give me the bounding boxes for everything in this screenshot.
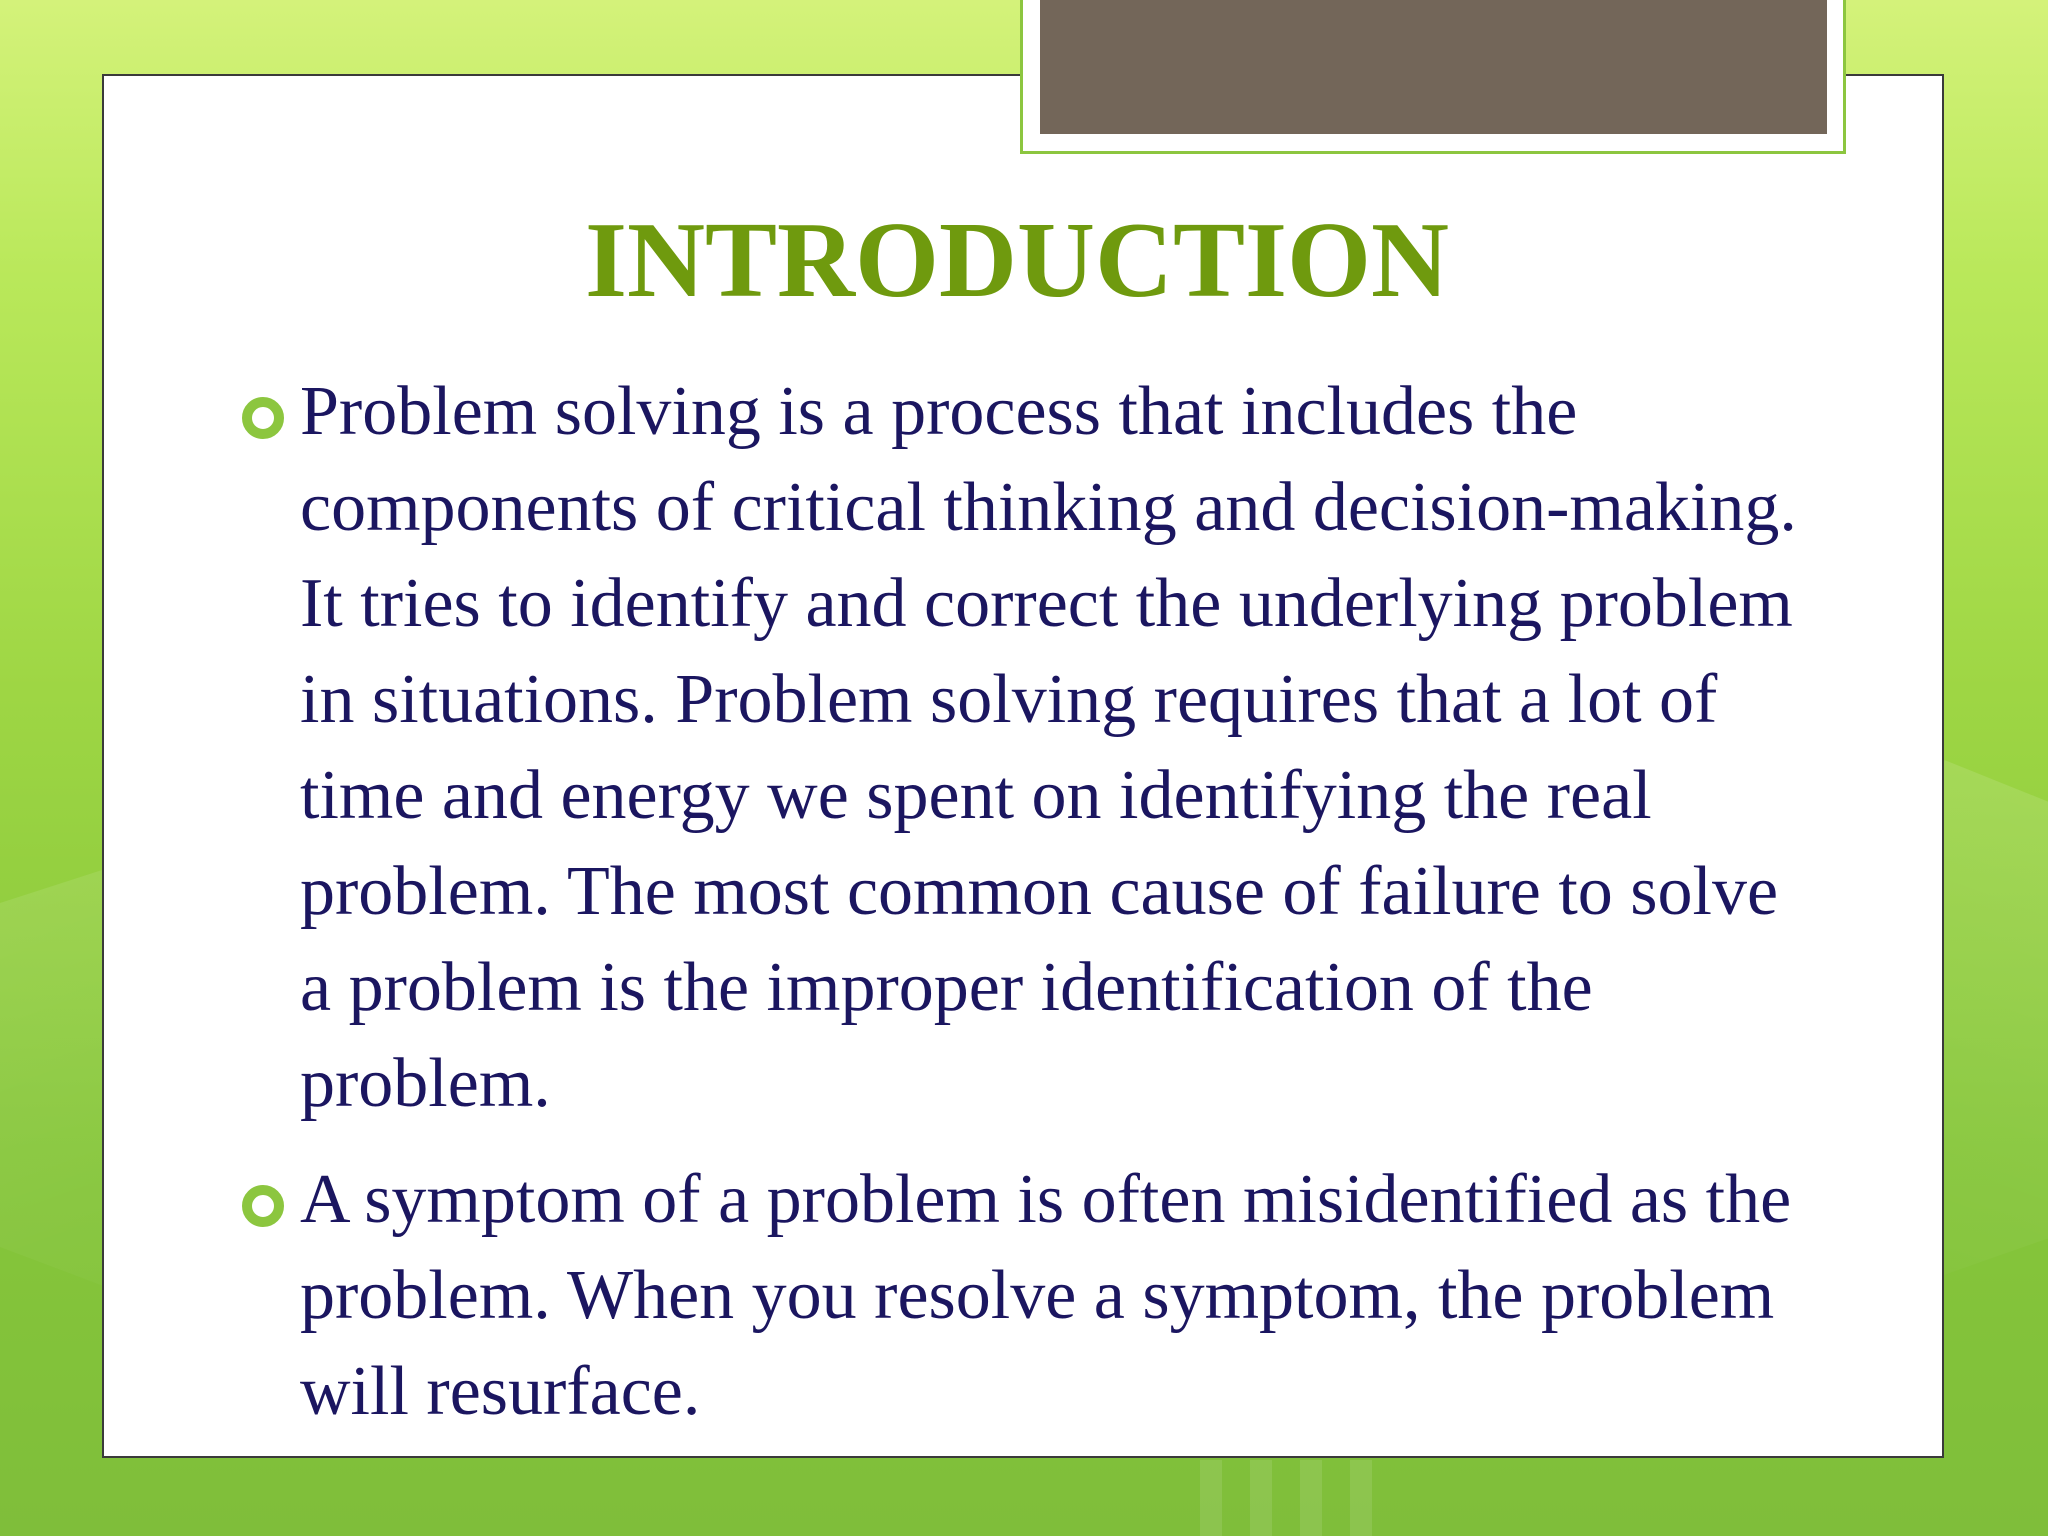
- slide-title: INTRODUCTION: [584, 201, 1450, 320]
- ring-bullet-icon: [242, 397, 284, 439]
- header-tab-block: [1040, 0, 1827, 134]
- bullet-item: [240, 1152, 1820, 1440]
- bullet-item: [240, 364, 1820, 1132]
- ring-bullet-icon: [242, 1185, 284, 1227]
- background-stripe: [1200, 1460, 1222, 1536]
- bullet-text: A symptom of a problem is often misidentified as the problem. When you resolve a symptom, the problem will resurface.: [300, 1161, 1792, 1430]
- bullet-text: Problem solving is a process that includes the components of critical thinking and decision-making. It tries to identify and correct the underlying problem in situations. Problem solving requires that a lot of time and energy we spent on identifying the real problem. The most common cause of failure to solve a problem is the improper identification of the problem.: [300, 373, 1797, 1122]
- background-stripe: [1250, 1460, 1272, 1536]
- bullet-list: [240, 364, 1820, 1440]
- background-stripe: [1350, 1460, 1372, 1536]
- background-stripe: [1300, 1460, 1322, 1536]
